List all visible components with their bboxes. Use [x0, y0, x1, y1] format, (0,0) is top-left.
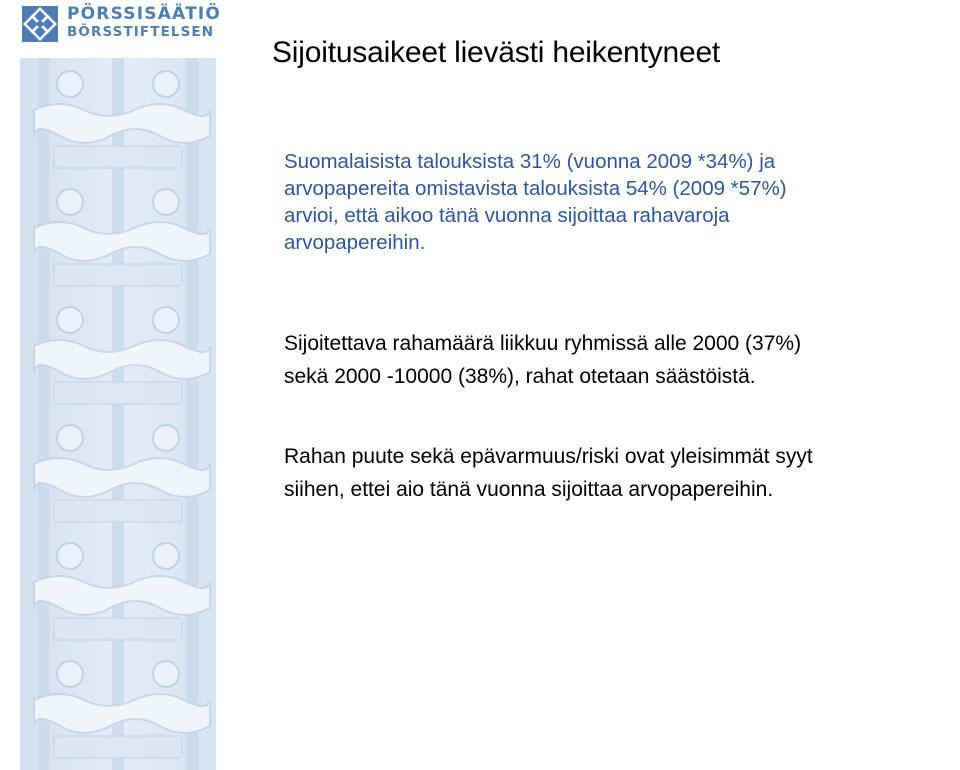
logo	[22, 4, 222, 44]
logo-text	[67, 5, 221, 41]
paragraph-3-line-1: Rahan puute sekä epävarmuus/riski ovat yleisimmät syyt	[284, 445, 813, 468]
logo-line-2: BÖRSSTIFTELSEN	[67, 24, 215, 40]
paragraph-1-line-1: Suomalaisista talouksista 31% (vuonna 2009 *34%) ja	[284, 150, 776, 173]
page-title: Sijoitusaikeet lievästi heikentyneet	[272, 36, 721, 69]
decorative-side-strip	[20, 58, 216, 770]
paragraph-1-line-4: arvopapereihin.	[284, 231, 426, 254]
paragraph-1-line-2: arvopapereita omistavista talouksista 54% (2009 *57%)	[284, 177, 787, 200]
paragraph-2-line-2: sekä 2000 -10000 (38%), rahat otetaan säästöistä.	[284, 365, 756, 388]
paragraph-1-line-3: arvioi, että aikoo tänä vuonna sijoittaa rahavaroja	[284, 204, 730, 227]
paragraph-3	[284, 440, 813, 506]
paragraph-2-line-1: Sijoitettava rahamäärä liikkuu ryhmissä alle 2000 (37%)	[284, 332, 802, 355]
logo-line-1: PÖRSSISÄÄTIÖ	[67, 4, 222, 24]
paragraph-2	[284, 327, 801, 393]
paragraph-3-line-2: siihen, ettei aio tänä vuonna sijoittaa arvopapereihin.	[284, 478, 774, 501]
clover-knot-icon	[22, 6, 58, 42]
paragraph-1	[284, 148, 787, 256]
